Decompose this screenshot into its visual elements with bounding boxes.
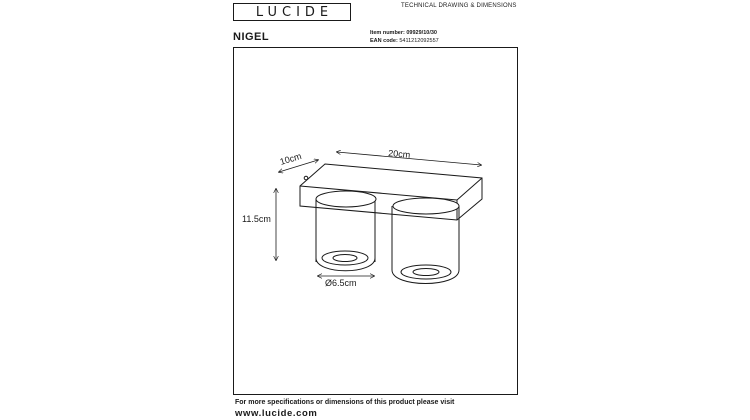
- spot-left: [316, 191, 376, 271]
- footer-website-link[interactable]: www.lucide.com: [235, 408, 318, 419]
- item-number-label: Item number:: [370, 30, 405, 36]
- dimension-diameter: Ø6.5cm: [325, 278, 357, 288]
- footer-info-text: For more specifications or dimensions of this product please visit: [235, 399, 455, 406]
- ean-value: 5411212092557: [399, 38, 439, 44]
- ean-label: EAN code:: [370, 38, 398, 44]
- ceiling-plate: [300, 164, 482, 220]
- dimension-depth: 10cm: [278, 150, 303, 167]
- lucide-logo: LUCIDE: [233, 3, 351, 21]
- product-name: NIGEL: [233, 31, 270, 43]
- dimension-height: 11.5cm: [242, 214, 271, 224]
- spot-right: [392, 198, 459, 284]
- item-number-value: 09929/10/30: [406, 30, 437, 36]
- document-type-label: TECHNICAL DRAWING & DIMENSIONS: [401, 3, 517, 9]
- dimension-width: 20cm: [387, 148, 411, 160]
